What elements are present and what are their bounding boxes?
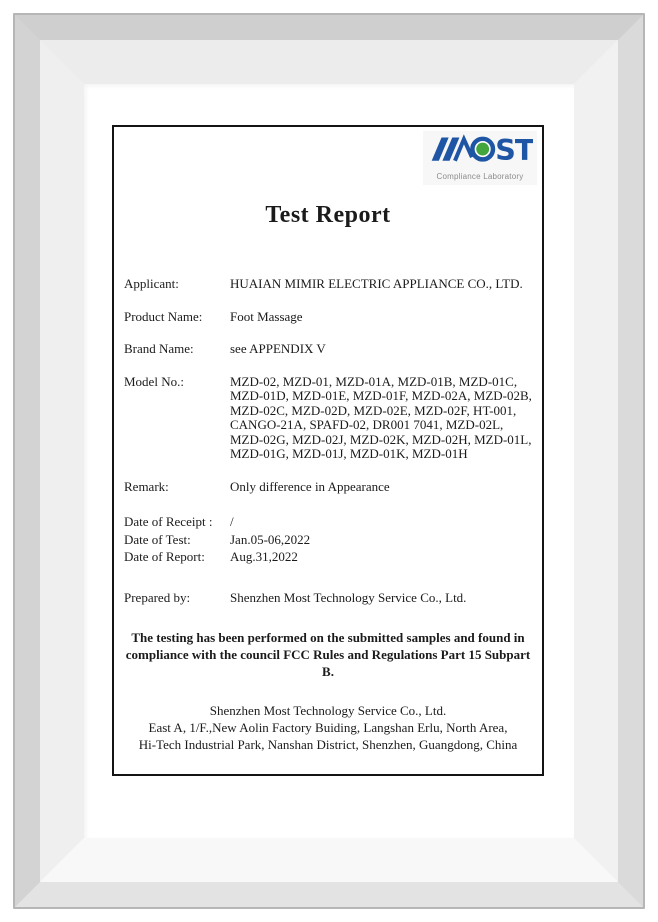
frame-molding-inner <box>40 40 618 882</box>
test-report-document <box>112 125 544 776</box>
field-value: Jan.05-06,2022 <box>230 531 311 547</box>
field-label: Prepared by: <box>124 589 191 605</box>
report-fields <box>124 277 532 605</box>
frame-edge <box>13 13 645 909</box>
field-row-model-no <box>124 375 532 462</box>
svg-text:ST: ST <box>495 133 533 167</box>
logo-subtitle: Compliance Laboratory <box>436 171 524 181</box>
field-value: Only difference in Appearance <box>230 478 390 494</box>
field-row-brand-name <box>124 342 532 357</box>
model-line: MZD-01G, MZD-01J, MZD-01K, MZD-01H <box>230 446 468 461</box>
model-line: MZD-02, MZD-01, MZD-01A, MZD-01B, MZD-01C, <box>230 373 518 389</box>
report-title: Test Report <box>265 202 391 228</box>
field-row-date-of-test <box>124 533 532 548</box>
footer-address-line: East A, 1/F.,New Aolin Factory Buiding, Langshan Erlu, North Area, <box>148 720 508 735</box>
footer-company: Shenzhen Most Technology Service Co., Ltd. <box>209 703 447 718</box>
field-value: see APPENDIX V <box>230 341 326 356</box>
compliance-statement <box>124 629 532 680</box>
field-value: Aug.31,2022 <box>230 549 298 564</box>
field-label: Date of Test: <box>124 531 191 547</box>
model-line: MZD-02G, MZD-02J, MZD-02K, MZD-02H, MZD-01L, <box>230 431 532 447</box>
field-value: Shenzhen Most Technology Service Co., Ltd. <box>230 589 467 605</box>
field-value: HUAIAN MIMIR ELECTRIC APPLIANCE CO., LTD. <box>230 276 523 291</box>
field-row-date-of-report <box>124 550 532 565</box>
lab-address-footer <box>124 702 532 753</box>
field-value: / <box>230 514 234 529</box>
statement-line: The testing has been performed on the submitted samples and found in <box>131 630 525 645</box>
field-value <box>230 375 532 462</box>
footer-address-line: Hi-Tech Industrial Park, Nanshan District, Shenzhen, Guangdong, China <box>138 737 518 752</box>
frame-molding-outer <box>15 15 643 907</box>
most-logo <box>423 131 537 185</box>
model-line: CANGO-21A, SPAFD-02, DR001 7041, MZD-02L, <box>230 417 504 432</box>
field-label: Date of Receipt : <box>124 514 213 529</box>
model-line: MZD-02C, MZD-02D, MZD-02E, MZD-02F, HT-001, <box>230 402 517 418</box>
most-logo-icon <box>427 133 533 167</box>
field-label: Applicant: <box>124 276 179 291</box>
dates-group <box>124 515 532 565</box>
field-label: Brand Name: <box>124 341 194 356</box>
field-row-remark <box>124 480 532 495</box>
field-label: Date of Report: <box>124 549 205 564</box>
field-row-prepared-by <box>124 591 532 606</box>
field-label: Product Name: <box>124 308 203 324</box>
model-line: MZD-01D, MZD-01E, MZD-01F, MZD-02A, MZD-02B, <box>230 388 532 403</box>
field-row-applicant <box>124 277 532 292</box>
field-row-product-name <box>124 310 532 325</box>
field-value: Foot Massage <box>230 308 303 324</box>
statement-line: compliance with the council FCC Rules and Regulations Part 15 Subpart B. <box>125 647 531 679</box>
frame-matte <box>84 84 574 838</box>
field-label: Remark: <box>124 478 169 494</box>
field-row-date-of-receipt <box>124 515 532 530</box>
field-label: Model No.: <box>124 373 184 389</box>
